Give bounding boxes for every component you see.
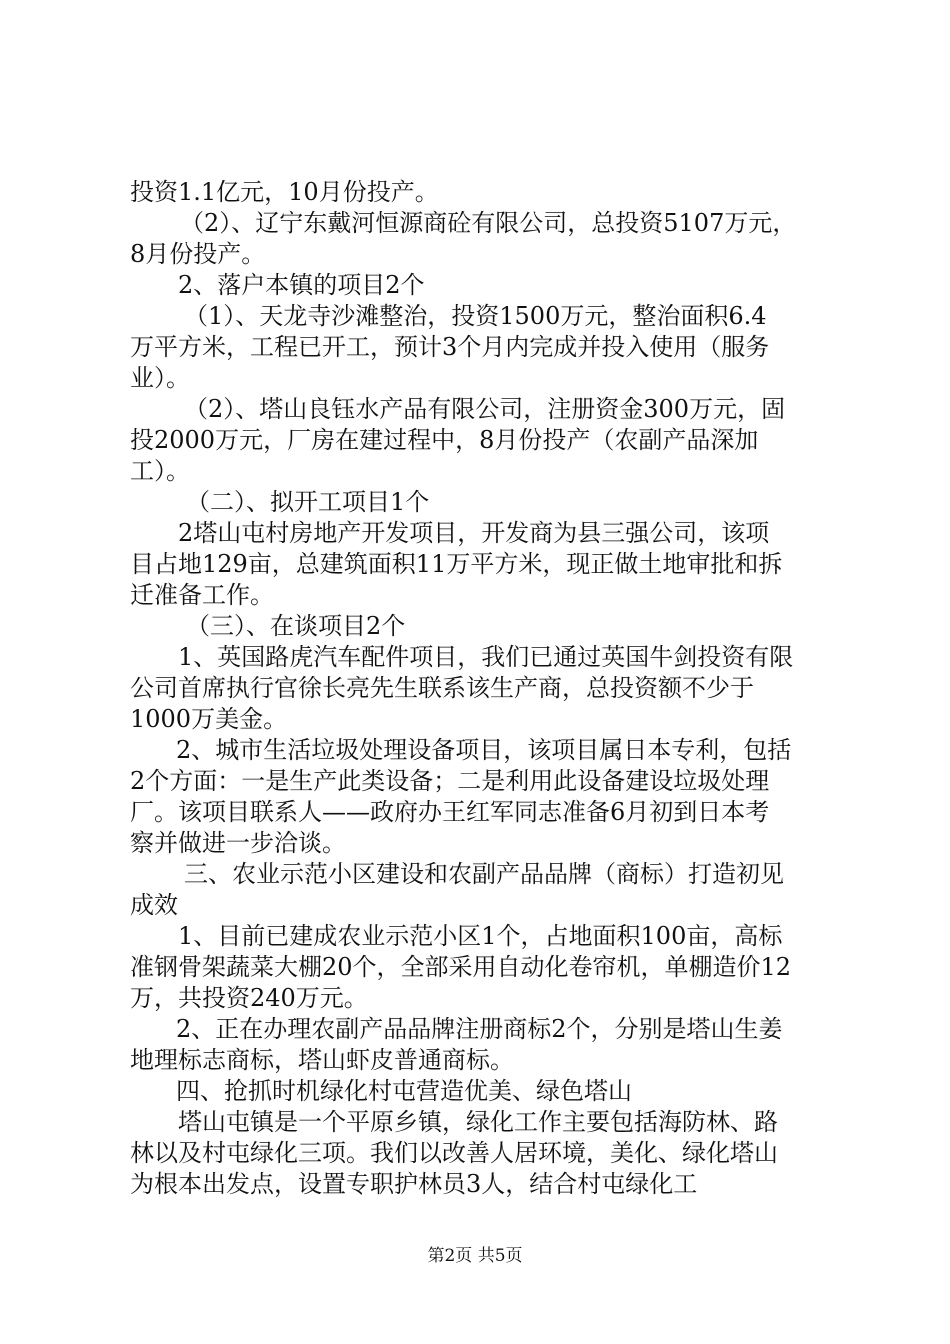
text-line: 四、抢抓时机绿化村屯营造优美、绿色塔山 [176, 1077, 632, 1105]
text-line: 业）。 [130, 364, 190, 392]
text-line: 成效 [130, 891, 178, 919]
text-line: 万，共投资240万元。 [130, 984, 368, 1012]
text-line: 投2000万元，厂房在建过程中，8月份投产（农副产品深加 [130, 426, 759, 454]
text-line: 万平方米，工程已开工，预计3个月内完成并投入使用（服务 [130, 333, 770, 361]
text-line: 迁准备工作。 [130, 581, 274, 609]
text-line: 林以及村屯绿化三项。我们以改善人居环境，美化、绿化塔山 [130, 1139, 778, 1167]
page-footer [0, 1244, 950, 1268]
text-line: （2）、辽宁东戴河恒源商砼有限公司，总投资5107万元， [180, 209, 797, 237]
text-line: 1、英国路虎汽车配件项目，我们已通过英国牛剑投资有限 [178, 643, 794, 671]
text-line: （1）、天龙寺沙滩整治，投资1500万元，整治面积6.4 [184, 302, 767, 330]
text-line: （2）、塔山良钰水产品有限公司，注册资金300万元，固 [184, 395, 786, 423]
text-line: （二）、拟开工项目1个 [186, 488, 430, 516]
text-line: 目占地129亩，总建筑面积11万平方米，现正做土地审批和拆 [130, 550, 783, 578]
text-line: 为根本出发点，设置专职护林员3人，结合村屯绿化工 [130, 1170, 698, 1198]
text-line: 2个方面：一是生产此类设备；二是利用此设备建设垃圾处理 [130, 767, 770, 795]
text-line: 投资1.1亿元，10月份投产。 [130, 178, 439, 206]
text-line: 三、农业示范小区建设和农副产品品牌（商标）打造初见 [184, 860, 784, 888]
text-line: 准钢骨架蔬菜大棚20个，全部采用自动化卷帘机，单棚造价12 [130, 953, 792, 981]
page-number: 第2页 共5页 [427, 1246, 523, 1266]
text-line: 厂。该项目联系人——政府办王红军同志准备6月初到日本考 [130, 798, 770, 826]
text-line: 公司首席执行官徐长亮先生联系该生产商，总投资额不少于 [130, 674, 754, 702]
text-line: 1000万美金。 [130, 705, 288, 733]
text-line: 察并做进一步洽谈。 [130, 829, 346, 857]
text-line: （三）、在谈项目2个 [186, 612, 406, 640]
text-line: 2、落户本镇的项目2个 [178, 271, 425, 299]
text-line: 1、目前已建成农业示范小区1个，占地面积100亩，高标 [178, 922, 783, 950]
text-line: 2塔山屯村房地产开发项目，开发商为县三强公司，该项 [178, 519, 770, 547]
text-line: 2、城市生活垃圾处理设备项目，该项目属日本专利，包括 [176, 736, 792, 764]
text-line: 2、正在办理农副产品品牌注册商标2个，分别是塔山生姜 [176, 1015, 783, 1043]
text-line: 塔山屯镇是一个平原乡镇，绿化工作主要包括海防林、路 [178, 1108, 778, 1136]
text-line: 地理标志商标，塔山虾皮普通商标。 [130, 1046, 514, 1074]
text-line: 8月份投产。 [130, 240, 266, 268]
text-line: 工）。 [130, 457, 190, 485]
